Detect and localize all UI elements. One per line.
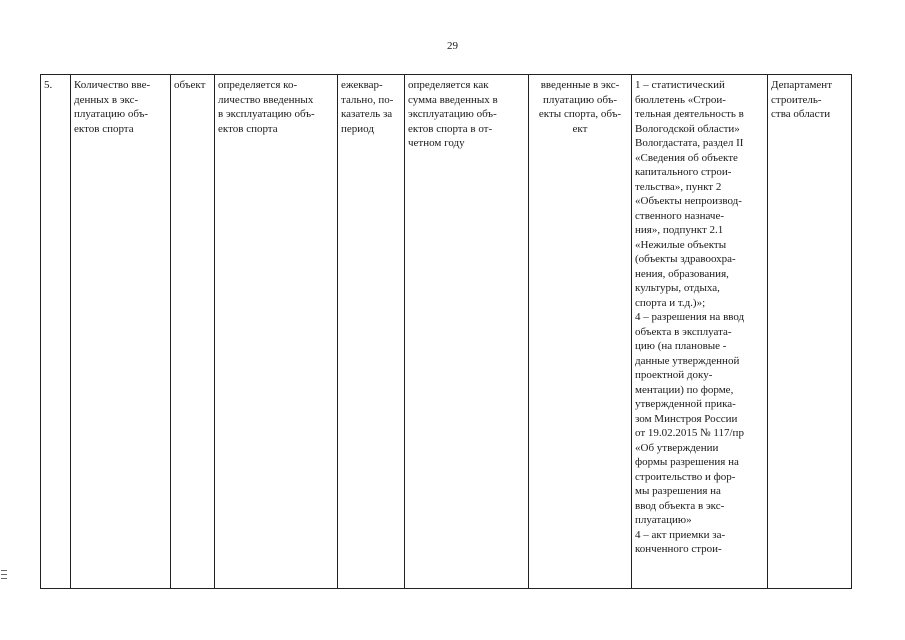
source-line: «Об утверждении [635,441,719,454]
source-line: конченного строи- [635,543,722,555]
indicator-table [40,74,852,589]
source-line: ввод объекта в экс- [635,499,725,512]
periodicity-line: казатель за [341,108,393,120]
basic-indicator-line: ект [572,122,588,135]
source-line: проектной доку- [635,369,713,381]
indicator-name-line: плуатацию объ- [74,108,149,120]
method-line: четном году [408,137,465,149]
row-number: 5. [44,79,53,91]
source-line: мы разрешения на [635,485,721,497]
source-line: зом Минстроя России [635,412,738,425]
source-line: (объекты здравоохра- [635,253,736,265]
basic-indicator-line: введенные в экс- [540,79,620,91]
source-line: ственного назначе- [635,209,724,222]
source-line: формы разрешения на [635,456,739,468]
responsible-line: Департамент [771,79,833,91]
source-line: «Объекты непроизвод- [635,195,742,207]
periodicity-line: ежеквар- [341,79,383,91]
source-line: объекта в эксплуата- [635,325,732,338]
source-line: цию (на плановые - [635,340,727,352]
source-line: спорта и т.д.)»; [635,296,706,309]
source-line: 4 – акт приемки за- [635,528,726,541]
responsible-line: строитель- [771,93,822,106]
periodicity-line: период [341,122,374,135]
unit-line: объект [174,79,206,91]
page-number: 29 [447,40,458,52]
source-line: Вологодской области» [635,122,740,135]
source-line: Вологдастата, раздел II [635,137,744,149]
source-line: культуры, отдыха, [635,282,720,294]
source-line: утвержденной прика- [635,398,736,410]
source-line: плуатацию» [635,514,692,526]
method-line: определяется как [408,79,489,91]
calculation-method-cell [405,75,529,589]
source-line: нения, образования, [635,267,729,280]
scan-margin-mark [1,570,7,582]
definition-line: в эксплуатацию объ- [218,108,315,120]
method-line: сумма введенных в [408,93,498,106]
indicator-name-cell [71,75,171,589]
indicator-name-line: Количество вве- [74,79,151,91]
indicator-name-line: денных в экс- [74,93,139,106]
source-line: «Сведения об объекте [635,151,738,164]
row-number-cell [41,75,71,589]
data-sources-cell [632,75,768,589]
method-line: ектов спорта в от- [408,122,493,135]
source-line: строительство и фор- [635,470,736,483]
source-line: бюллетень «Строи- [635,93,726,106]
basic-indicator-line: плуатацию объ- [542,93,618,106]
source-line: ния», подпункт 2.1 [635,224,724,236]
responsible-cell [768,75,852,589]
source-line: «Нежилые объекты [635,238,727,251]
source-line: от 19.02.2015 № 117/пр [635,427,744,439]
table-row [41,75,852,589]
source-line: данные утвержденной [635,354,740,367]
source-line: тельства», пункт 2 [635,180,722,193]
source-line: ментации) по форме, [635,383,734,396]
basic-indicator-line: екты спорта, объ- [538,108,622,120]
definition-line: ектов спорта [218,122,278,135]
definition-cell [215,75,338,589]
source-line: 4 – разрешения на ввод [635,311,745,323]
indicator-name-line: ектов спорта [74,122,134,135]
periodicity-line: тально, по- [341,93,394,106]
definition-line: определяется ко- [218,79,298,91]
responsible-line: ства области [771,108,831,120]
source-line: 1 – статистический [635,79,725,91]
source-line: тельная деятельность в [635,108,744,120]
unit-cell [171,75,215,589]
definition-line: личество введенных [218,93,314,106]
method-line: эксплуатацию объ- [408,108,497,120]
basic-indicators-cell [529,75,632,589]
source-line: капитального строи- [635,166,732,178]
periodicity-cell [338,75,405,589]
